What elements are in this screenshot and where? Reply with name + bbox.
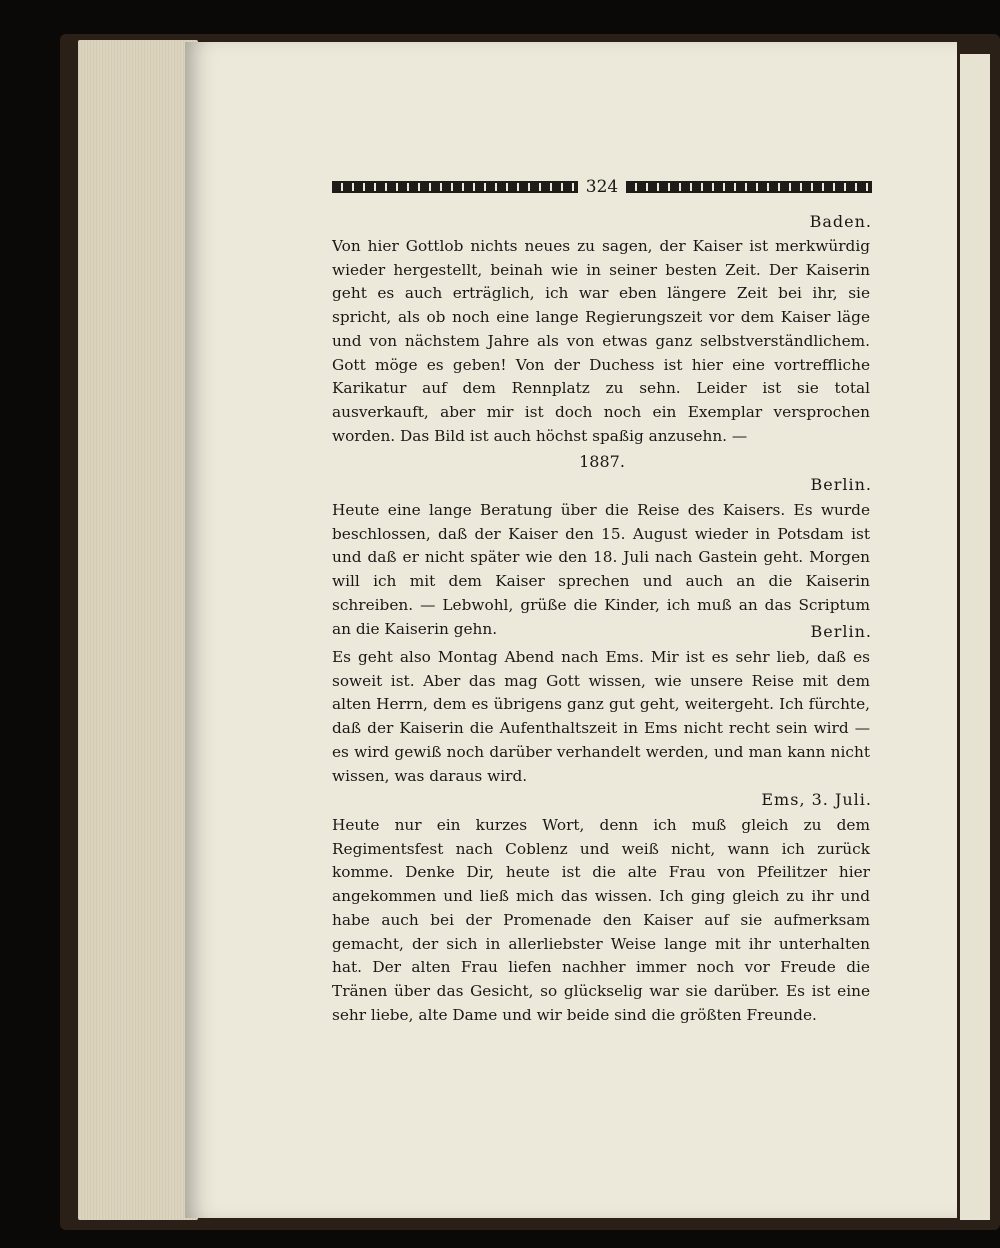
- section-year: 1887.: [579, 452, 625, 471]
- section-place: Baden.: [809, 212, 872, 231]
- section-text: Heute nur ein kurzes Wort, denn ich muß gleich zu dem Regimentsfest nach Coblenz und weiß nicht, wann ich zurück komme. Denke Dir, heute ist die alte Frau von Pfeilitzer hier angekommen und ließ mich das wissen. Ich ging gleich zu ihr und habe auch bei der Promenade den Kaiser auf sie aufmerksam gemacht, der sich in allerliebster Weise lange mit ihr unterhalten hat. Der alten Frau liefen nachher immer noch vor Freude die Tränen über das Gesicht, so glückselig war sie darüber. Es ist eine sehr liebe, alte Dame und wir beide sind die größten Freunde.: [332, 816, 870, 1024]
- section-place: Berlin.: [810, 475, 872, 494]
- page-edges: [78, 40, 198, 1220]
- book-page: [185, 42, 957, 1218]
- facing-page-edge: [960, 54, 990, 1220]
- header-ornament-left: [332, 181, 578, 193]
- header-ornament-right: [626, 181, 872, 193]
- section-text: Es geht also Montag Abend nach Ems. Mir ist es sehr lieb, daß es soweit ist. Aber das mag Gott wissen, wie unsere Reise mit dem alten Herrn, dem es übrigens ganz gut geht, weitergeht. Ich fürchte, daß der Kaiserin die Aufenthaltszeit in Ems nicht recht sein wird — es wird gewiß noch darüber verhandelt werden, und man kann nicht wissen, was daraus wird.: [332, 648, 870, 785]
- section-place: Berlin.: [810, 622, 872, 641]
- section-text: Von hier Gottlob nichts neues zu sagen, der Kaiser ist merkwürdig wieder hergestellt, beinah wie in seiner besten Zeit. Der Kaiserin geht es auch erträglich, ich war eben längere Zeit bei ihr, sie spricht, als ob noch eine lange Regierungszeit vor dem Kaiser läge und von nächstem Jahre als von etwas ganz selbstverständlichem. Gott möge es geben! Von der Duchess ist hier eine vortreffliche Karikatur auf dem Rennplatz zu sehn. Leider ist sie total ausverkauft, aber mir ist doch noch ein Exemplar versprochen worden. Das Bild ist auch höchst spaßig anzusehn. —: [332, 237, 870, 445]
- section-place: Ems, 3. Juli.: [761, 790, 872, 809]
- section-text: Heute eine lange Beratung über die Reise des Kaisers. Es wurde beschlossen, daß der Kaiser den 15. August wieder in Potsdam ist und daß er nicht später wie den 18. Juli nach Gastein geht. Morgen will ich mit dem Kaiser sprechen und auch an die Kaiserin schreiben. — Lebwohl, grüße die Kinder, ich muß an das Scriptum an die Kaiserin gehn.: [332, 501, 870, 638]
- page-header: [332, 175, 872, 199]
- page-number: 324: [585, 177, 619, 197]
